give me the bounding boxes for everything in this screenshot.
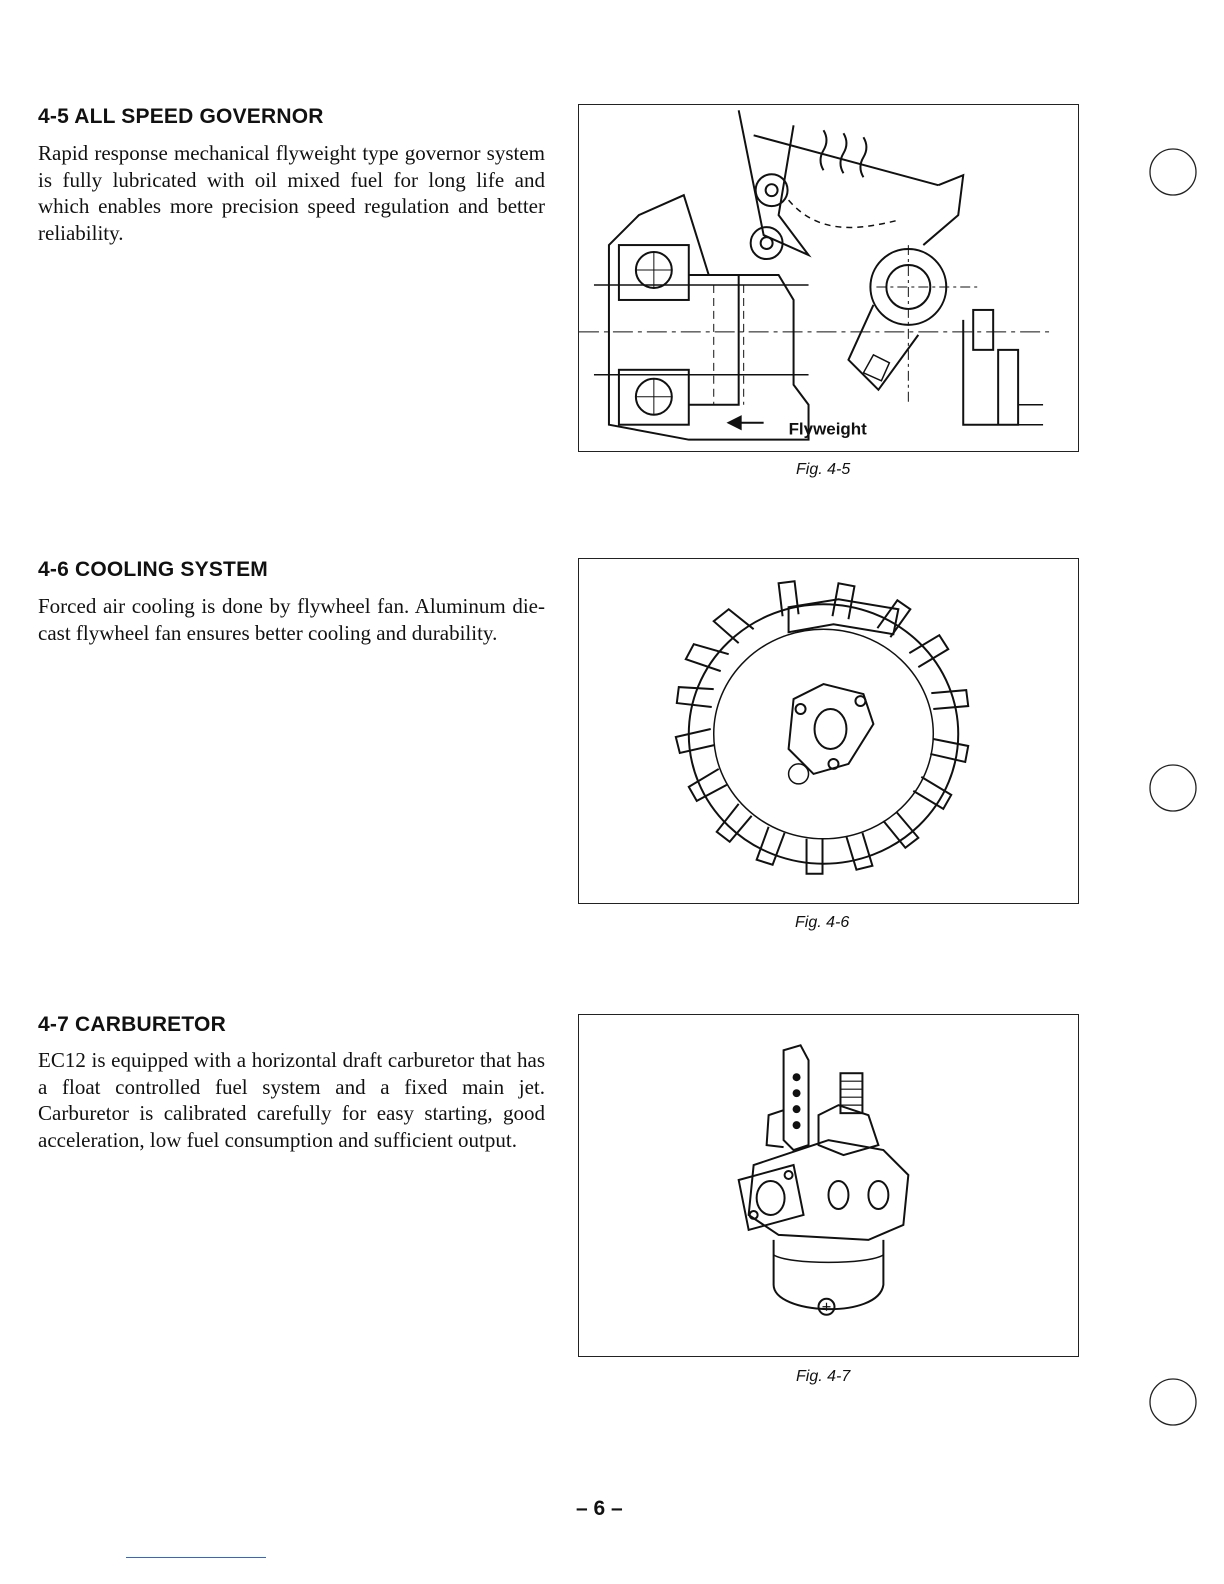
section-text-carburetor: EC12 is equipped with a horizontal draft carburetor that has a float controlled fuel system and a fixed main jet. Carburetor is calibrated carefully for easy starting, good acceleration, low fuel consumption and sufficient output. — [38, 1048, 545, 1152]
figure-governor — [578, 104, 1079, 452]
figure-caption-flywheel: Fig. 4-6 — [795, 914, 850, 931]
section-heading-carburetor: 4-7 CARBURETOR — [38, 1013, 226, 1036]
flyweight-label: Flyweight — [788, 419, 867, 439]
binder-hole-icon — [1148, 1376, 1198, 1428]
binder-hole-icon — [1148, 762, 1198, 814]
figure-carburetor — [578, 1014, 1079, 1357]
governor-diagram-icon — [579, 105, 1078, 451]
section-text-cooling: Forced air cooling is done by flywheel fan. Aluminum die-cast flywheel fan ensures better cooling and durability. — [38, 594, 545, 645]
footer-rule — [126, 1557, 266, 1558]
figure-flywheel — [578, 558, 1079, 904]
section-heading-cooling: 4-6 COOLING SYSTEM — [38, 558, 268, 581]
page-number: – 6 – — [576, 1497, 623, 1520]
section-text-governor: Rapid response mechanical flyweight type governor system is fully lubricated with oil mixed fuel for long life and which enables more precision speed regulation and better reliability. — [38, 141, 545, 245]
flywheel-fan-icon — [579, 559, 1078, 903]
binder-hole-icon — [1148, 146, 1198, 198]
figure-caption-governor: Fig. 4-5 — [796, 461, 851, 478]
section-heading-governor: 4-5 ALL SPEED GOVERNOR — [38, 105, 324, 128]
figure-caption-carburetor: Fig. 4-7 — [796, 1368, 851, 1385]
carburetor-icon — [579, 1015, 1078, 1356]
